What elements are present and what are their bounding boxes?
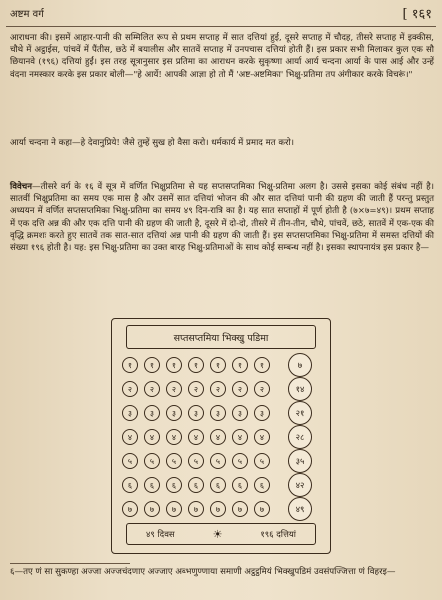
datti-cell: २ (232, 381, 248, 397)
datti-cell: १ (188, 357, 204, 373)
datti-cell: ७ (188, 501, 204, 517)
datti-cell: २ (188, 381, 204, 397)
paragraph-3 (10, 181, 434, 254)
datti-cell: ६ (254, 477, 270, 493)
datti-cell: ३ (254, 405, 270, 421)
datti-cell: ६ (188, 477, 204, 493)
datti-cell: ७ (210, 501, 226, 517)
footer-days: ४९ दिवस (145, 529, 175, 540)
datti-cell: ४ (188, 429, 204, 445)
paragraph-2: आर्या चन्दना ने कहा—हे देवानुप्रिये! जैसे तुम्हें सुख हो वैसा करो। धर्मकार्य में प्रमाद मत करो। (10, 138, 294, 148)
datti-cell: ३ (188, 405, 204, 421)
row-total: २८ (288, 425, 312, 449)
footnote: ६—तए णं सा सुकण्हा अज्जा अज्जचंदणाए अज्जाए अब्भणुण्णाया समाणी अट्ठट्ठमियं भिक्खुपडिमं उवसंपज्जित्ता णं विहरइ— (10, 567, 396, 577)
datti-cell: २ (122, 381, 138, 397)
footer-datti-count: १९६ दत्तियां (260, 529, 297, 540)
row-total: २१ (288, 401, 312, 425)
footnote-rule (10, 563, 130, 564)
datti-cell: १ (144, 357, 160, 373)
datti-cell: ५ (254, 453, 270, 469)
datti-cell: २ (254, 381, 270, 397)
datti-cell: ६ (144, 477, 160, 493)
datti-cell: ४ (144, 429, 160, 445)
datti-cell: ४ (232, 429, 248, 445)
vivechan-heading: विवेचन (10, 182, 33, 192)
datti-cell: ६ (210, 477, 226, 493)
vivechan-body: —तीसरे वर्ग के १६ वें सूत्र में वर्णित भिक्षुप्रतिमा से यह सप्तसप्तमिका भिक्षु-प्रतिमा अलग है। उससे इसका कोई संबंध नहीं है। सातवीं भिक्षुप्रतिमा का समय एक मास है और उसमें सात दत्तियां भोजन की और सात दत्तियां पानी की ग्रहण की जाती हैं परन्तु प्रस्तुत अध्ययन में वर्णित सप्तसप्तमिका भिक्षु-प्रतिमा का समय ४९ दिन-रात्रि का है। यह सात सप्ताहों में पूर्ण होती है (७×७=४९)। प्रथम सप्ताह में एक दत्ति अन्न की और एक दत्ति पानी की ग्रहण की जाती है, दूसरे में दो-दो, तीसरे में तीन-तीन, चौथे, पांचवें, छठे, सातवें में एक-एक की वृद्धि क्रमशः करते हुए सातवें तक सात-सात दत्तियां अन्न पानी की ग्रहण की जाती हैं। इस सप्तसप्तमिका भिक्षु-प्रतिमा में समस्त दत्तियों की संख्या १९६ होती है। यह: इस भिक्षु-प्रतिमा का उक्त बारह भिक्षु-प्रतिमाओं के साथ कोई सम्बन्ध नहीं है। इसका स्थापनायंत्र इस प्रकार है— (10, 182, 434, 254)
row-total: ७ (288, 353, 312, 377)
datti-cell: ३ (144, 405, 160, 421)
datti-cell: ६ (232, 477, 248, 493)
datti-cell: १ (232, 357, 248, 373)
header-rule (6, 26, 436, 27)
datti-cell: ५ (232, 453, 248, 469)
datti-cell: ७ (232, 501, 248, 517)
datti-cell: १ (122, 357, 138, 373)
row-total: १४ (288, 377, 312, 401)
datti-cell: ७ (122, 501, 138, 517)
datti-cell: ६ (122, 477, 138, 493)
datti-cell: ६ (166, 477, 182, 493)
datti-cell: २ (210, 381, 226, 397)
sthapana-yantra-diagram (111, 318, 331, 554)
running-title: अष्टम वर्ग (10, 9, 44, 20)
datti-cell: ५ (188, 453, 204, 469)
datti-cell: ५ (166, 453, 182, 469)
page-number: [ १६१ (402, 7, 432, 22)
datti-cell: ३ (232, 405, 248, 421)
datti-cell: १ (210, 357, 226, 373)
diagram-title: सप्तसप्तमिया भिक्खु पडिमा (173, 332, 269, 344)
row-total: ४९ (288, 497, 312, 521)
datti-cell: ४ (210, 429, 226, 445)
paragraph-1: आराधना की। इसमें आहार-पानी की सम्मिलित रूप से प्रथम सप्ताह में सात दत्तियां हुई, दूसरे सप्ताह में चौदह, तीसरे सप्ताह में इक्कीस, चौथे में अट्ठाईस, पांचवें में पैंतीस, छठे में बयालीस और सातवें सप्ताह में उनपचास दत्तियां होती हैं। इस प्रकार सभी मिलाकर कुल एक सौ छियानवे (१९६) दत्तियां हुईं। इस तरह सूत्रानुसार इस प्रतिमा का आराधन करके सुकृष्णा आर्या आर्य चन्दना आर्या के पास आई और उन्हें वंदना नमस्कार करके इस प्रकार बोली—"हे आर्ये! आपकी आज्ञा हो तो मैं 'अष्ट-अष्टमिका' भिक्षु-प्रतिमा तप अंगीकार करके विचरूं।" (10, 33, 434, 80)
datti-cell: ७ (254, 501, 270, 517)
datti-cell: ३ (166, 405, 182, 421)
datti-cell: ७ (144, 501, 160, 517)
row-total: ३५ (288, 449, 312, 473)
datti-cell: ४ (122, 429, 138, 445)
page-header (6, 4, 436, 26)
diagram-footer (126, 523, 316, 545)
datti-cell: ४ (166, 429, 182, 445)
datti-cell: ५ (122, 453, 138, 469)
sun-icon: ☀ (212, 527, 223, 541)
datti-cell: ७ (166, 501, 182, 517)
diagram-title-box (126, 325, 316, 349)
datti-cell: ५ (144, 453, 160, 469)
datti-cell: २ (166, 381, 182, 397)
datti-cell: १ (254, 357, 270, 373)
datti-cell: ३ (210, 405, 226, 421)
row-total: ४२ (288, 473, 312, 497)
datti-cell: ५ (210, 453, 226, 469)
datti-cell: २ (144, 381, 160, 397)
datti-cell: १ (166, 357, 182, 373)
datti-cell: ३ (122, 405, 138, 421)
datti-cell: ४ (254, 429, 270, 445)
